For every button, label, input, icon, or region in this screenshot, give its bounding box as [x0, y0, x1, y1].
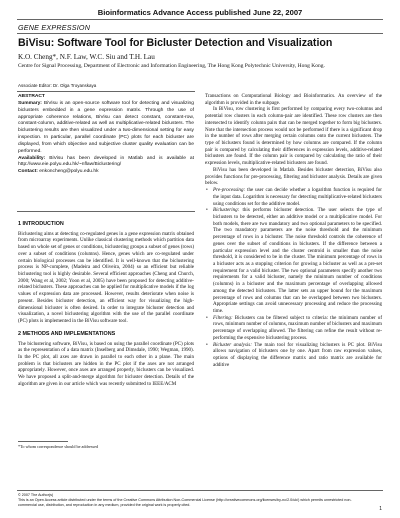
- section-rule: [17, 33, 383, 34]
- section-label: GENE EXPRESSION: [18, 23, 91, 32]
- bullet-text: this performs bicluster detection. The user selects the type of biclusters to be detected, either an additive model or a multiplicative model. For both models, there are two mandatory and two optional parameters to be specified. The two mandatory parameters are the noise threshold and the minimum percentage of rows in a bicluster. The noise threshold controls the coherence of genes over the subset of conditions in biclusters. If the difference between a particular expression level and the cluster centroid is smaller than the noise threshold, it is considered to be in the cluster. The minimum percentage of rows in a bicluster acts as a stopping criterion for growing a bicluster as well as a pre-set requirement for a valid bicluster. The two optional parameters specify another two requirements for a valid bicluster, namely the minimum number of conditions (columns) in a bicluster and the maximum percentage of overlapping allowed among the detected biclusters. The latter sets an upper bound for the maximum percentage of rows and columns that can be overlapped between two biclusters. Appropriate settings can avoid unnecessary processing and reduce the processing time.: [213, 207, 382, 314]
- abstract-block: [18, 94, 194, 176]
- abstract-heading: ABSTRACT: [18, 94, 45, 99]
- right-para-2: In BiVisu, row clustering is first performed by comparing every two-columns and potential row clusters in each column-pair are identified. These row clusters are then intersected to identify column pairs that can be merged together to form big biclusters. Note that the intersection process would not be performed if there is a significant drop in the number of rows after merging certain columns onto the current biclusters. The type of biclusters found is determined by how columns are compared. If the column pair is compared by calculating their differences in expression levels, additive-related biclusters are found. If the column pair is compared by calculating the ratio of their expression levels, multiplicative-related biclusters are found.: [205, 106, 382, 167]
- page-number: 1: [379, 506, 382, 512]
- associate-editor: Associate Editor: Dr. Olga Troyanskaya: [18, 83, 97, 88]
- list-item: [205, 342, 382, 369]
- summary-text: BiVisu is an open-source software tool for detecting and visualizing biclusters embedded in a gene expression matrix. Through the use of appropriate coherence relations, BiVisu can detect constant, constant-row, constant-column, additive-related as well as multiplicative-related biclusters. The biclustering results are then visualized under a two-dimensional setting for easy inspection. In particular, parallel coordinate (PC) plots for each bicluster are displayed, from which objective and subjective cluster quality evaluation can be performed.: [18, 100, 194, 154]
- methods-heading: 2 METHODS AND IMPLEMENTATIONS: [18, 330, 116, 337]
- contact-email[interactable]: enkoncheng@polyu.edu.hk: [39, 169, 99, 175]
- list-item: [205, 207, 382, 315]
- list-item: [205, 187, 382, 207]
- list-item: [205, 315, 382, 342]
- right-para-3: BiVisu has been developed in Matlab. Besides bicluster detection, BiVisu also provides functions for pre-processing, filtering and bicluster analysis. Details are given below.: [205, 166, 382, 187]
- journal-banner: Bioinformatics Advance Access published June 22, 2007: [97, 8, 303, 17]
- article-authors: K.O. Cheng*, N.F. Law, W.C. Siu and T.H. Lau: [18, 53, 155, 61]
- license-text: This is an Open Access article distributed under the terms of the Creative Commons Attribution Non-Commercial License (http://creativecommons.org/licenses/by-nc/2.0/uk/) which permits unrestricted non-commercial use, distribution, and reproduction in any medium, provided the original work is properly cited.: [18, 498, 352, 507]
- right-para-1: Transactions on Computational Biology and Bioinformatics. An overview of the algorithm is provided in the subpage.: [205, 93, 382, 106]
- copyright-block: [18, 493, 368, 508]
- copyright-line: © 2007 The Author(s): [18, 493, 54, 497]
- bullet-term: Bicluster analysis:: [213, 341, 252, 348]
- availability-label: Availability:: [18, 155, 46, 161]
- abstract-bottom-rule: [17, 211, 195, 212]
- right-column: [205, 93, 382, 368]
- introduction-heading: 1 INTRODUCTION: [18, 221, 64, 227]
- bullet-text: the user can decide whether a logarithm function is required for the input data. Logarithm is necessary for detecting multiplicative-related biclusters using conditions set for the additive model.: [213, 187, 383, 207]
- bullet-text: Biclusters can be filtered subject to criteria: the minimum number of rows, minimum number of columns, maximum number of biclusters and maximum percentage of overlapping allowed. The filtering can refine the result without re-performing the expensive biclustering process.: [213, 314, 382, 341]
- bullet-term: Biclustering:: [213, 207, 240, 214]
- bullet-text: The main tool for visualizing biclusters is PC plot. BiVisu allows navigation of biclusters one by one. Apart from raw expression values, options of displaying the difference matrix and ratio matrix are available for additive: [213, 341, 382, 368]
- summary-label: Summary:: [18, 100, 42, 106]
- header-rule: [17, 19, 383, 20]
- article-affiliation: Centre for Signal Processing, Department of Electronic and Information Engineering, The Hong Kong Polytechnic University, Hong Kong.: [18, 63, 325, 69]
- methods-body: The biclustering software, BiVisu, is based on using the parallel coordinate (PC) plots as the representation of a data matrix (Inselberg and Dimsdale, 1990; Wegman, 1990). In the PC plot, all axes are drawn in parallel to each other in a plane. The main problem is that biclusters are hidden in the PC plot if the axes are not arranged appropriately. However, once axes are arranged properly, biclusters can be visualized. We have proposed a split-and-merge algorithm for bicluster detection. Details of the algorithm are given in our article which was recently submitted to IEEE/ACM: [18, 340, 194, 387]
- bullet-term: Pre-processing:: [213, 187, 246, 194]
- introduction-body: Biclustering aims at detecting co-regulated genes in a gene expression matrix obtained from microarray experiments. Unlike classical clustering methods which partition data based on whole set of genes or conditions, biclustering groups a subset of genes (rows) over a subset of conditions (columns). Hence, genes which are co-regulated under certain biological processes can be identified. It is well-known that the biclustering process is NP-complete, (Madeira and Oliveira, 2004) so an efficient but reliable biclustering tool is highly desirable. Several efficient approaches (Cheng and Church, 2000; Wang et al, 2002; Yoon et al, 2005) have been proposed for detecting additive-related biclusters. These approaches can be applied for multiplicative models if the log values of expression data are processed. However, results deteriorate when noise is present. Besides bicluster detection, an efficient way for visualizing the high-dimensional bicluster is often desired. In order to integrate bicluster detection and visualization, a novel biclustering algorithm with the use of the parallel coordinate (PC) plots is implemented in the BiVisu software tool.: [18, 230, 194, 325]
- bullet-term: Filtering:: [213, 314, 233, 321]
- footnote-rule: [18, 441, 68, 442]
- contact-label: Contact:: [18, 169, 38, 175]
- left-column: [18, 215, 194, 388]
- footer-rule: [17, 490, 383, 491]
- abstract-top-rule: [17, 91, 195, 92]
- feature-list: [205, 187, 382, 368]
- availability-text: BiVisu has been developed in Matlab and is available at http://www.eie.polyu.edu.hk/~nflaw/Biclustering/: [18, 155, 195, 168]
- correspondence-footnote: *To whom correspondence should be addressed: [18, 444, 99, 449]
- article-title: BiVisu: Software Tool for Bicluster Detection and Visualization: [18, 37, 333, 49]
